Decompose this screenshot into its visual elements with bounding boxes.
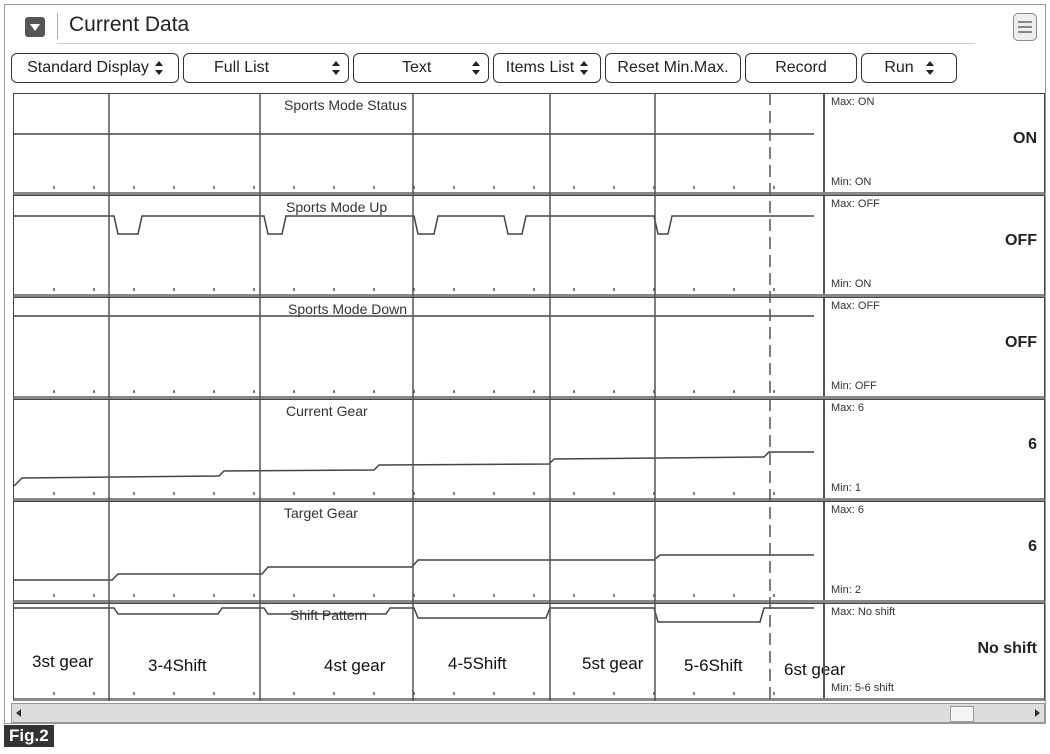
current-value: ON — [1013, 130, 1037, 147]
max-value: Max: OFF — [831, 198, 880, 210]
graph-area — [13, 93, 1045, 701]
max-value: Max: 6 — [831, 402, 865, 414]
graph-title: Sports Mode Down — [288, 301, 408, 317]
collapse-icon[interactable] — [25, 17, 45, 37]
horizontal-scrollbar[interactable] — [11, 703, 1045, 723]
full-list-label: Full List — [214, 59, 270, 76]
current-value: No shift — [977, 640, 1037, 657]
updown-icon — [155, 61, 163, 75]
min-value: Min: 5-6 shift — [831, 682, 894, 694]
value-panel — [823, 298, 1045, 396]
gear-label: 4st gear — [324, 656, 386, 675]
text-label: Text — [402, 59, 432, 76]
panel-sports-mode-status — [13, 93, 1045, 195]
value-panel — [823, 94, 1045, 192]
updown-icon — [332, 61, 340, 75]
figure-label: Fig.2 — [4, 725, 54, 747]
max-value: Max: No shift — [831, 606, 896, 618]
current-value: OFF — [1005, 334, 1037, 351]
min-value: Min: ON — [831, 278, 872, 290]
panel-shift-pattern — [13, 603, 1045, 701]
max-value: Max: ON — [831, 96, 875, 108]
record-button[interactable] — [745, 53, 857, 83]
graph-title: Sports Mode Up — [286, 199, 388, 215]
title-bar — [5, 5, 1045, 45]
window-title: Current Data — [69, 13, 190, 36]
graph-title: Current Gear — [286, 403, 368, 419]
full-list-select[interactable] — [183, 53, 349, 83]
record-label: Record — [775, 59, 827, 76]
items-list-select[interactable] — [493, 53, 601, 83]
graph-title: Target Gear — [284, 505, 358, 521]
title-divider — [57, 43, 975, 44]
reset-minmax-label: Reset Min.Max. — [617, 59, 729, 76]
current-value: 6 — [1028, 436, 1037, 453]
signal-line — [14, 452, 814, 486]
min-value: Min: ON — [831, 176, 872, 188]
scroll-right-icon[interactable] — [1035, 709, 1040, 717]
standard-display-select[interactable] — [11, 53, 179, 83]
items-list-label: Items List — [505, 59, 575, 76]
text-select[interactable] — [353, 53, 489, 83]
graph-title: Shift Pattern — [290, 607, 368, 623]
gear-label: 4-5Shift — [448, 654, 507, 673]
graph-target-gear — [14, 502, 822, 602]
graph-sports-mode-up — [14, 196, 822, 296]
updown-icon — [472, 61, 480, 75]
max-value: Max: 6 — [831, 504, 865, 516]
value-panel — [823, 502, 1045, 600]
min-value: Min: OFF — [831, 380, 877, 392]
current-value: OFF — [1005, 232, 1037, 249]
panel-current-gear — [13, 399, 1045, 501]
graph-sports-mode-down — [14, 298, 822, 398]
value-panel — [823, 400, 1045, 498]
panel-sports-mode-down — [13, 297, 1045, 399]
gear-label: 3st gear — [32, 652, 94, 671]
signal-line — [14, 555, 814, 580]
panel-sports-mode-up — [13, 195, 1045, 297]
max-value: Max: OFF — [831, 300, 880, 312]
menu-icon[interactable] — [1013, 13, 1037, 41]
min-value: Min: 1 — [831, 482, 861, 494]
current-data-window — [4, 4, 1046, 724]
graph-shift-pattern — [14, 604, 822, 700]
graph-current-gear — [14, 400, 822, 500]
gear-label: 3-4Shift — [148, 656, 207, 675]
scroll-thumb[interactable] — [950, 706, 974, 722]
signal-line — [14, 216, 814, 234]
run-select[interactable] — [861, 53, 957, 83]
updown-icon — [580, 61, 588, 75]
gear-label: 5st gear — [582, 654, 644, 673]
graph-title: Sports Mode Status — [284, 97, 407, 113]
scroll-left-icon[interactable] — [16, 709, 21, 717]
current-value: 6 — [1028, 538, 1037, 555]
updown-icon — [926, 61, 934, 75]
gear-label: 5-6Shift — [684, 656, 743, 675]
standard-display-label: Standard Display — [27, 59, 149, 76]
signal-line — [14, 608, 814, 622]
graph-sports-mode-status — [14, 94, 822, 194]
reset-minmax-button[interactable] — [605, 53, 741, 83]
min-value: Min: 2 — [831, 584, 861, 596]
value-panel — [823, 196, 1045, 294]
value-panel — [823, 604, 1045, 698]
run-label: Run — [884, 59, 914, 76]
title-separator — [57, 13, 58, 39]
gear-label: 6st gear — [784, 660, 846, 679]
panel-target-gear — [13, 501, 1045, 603]
